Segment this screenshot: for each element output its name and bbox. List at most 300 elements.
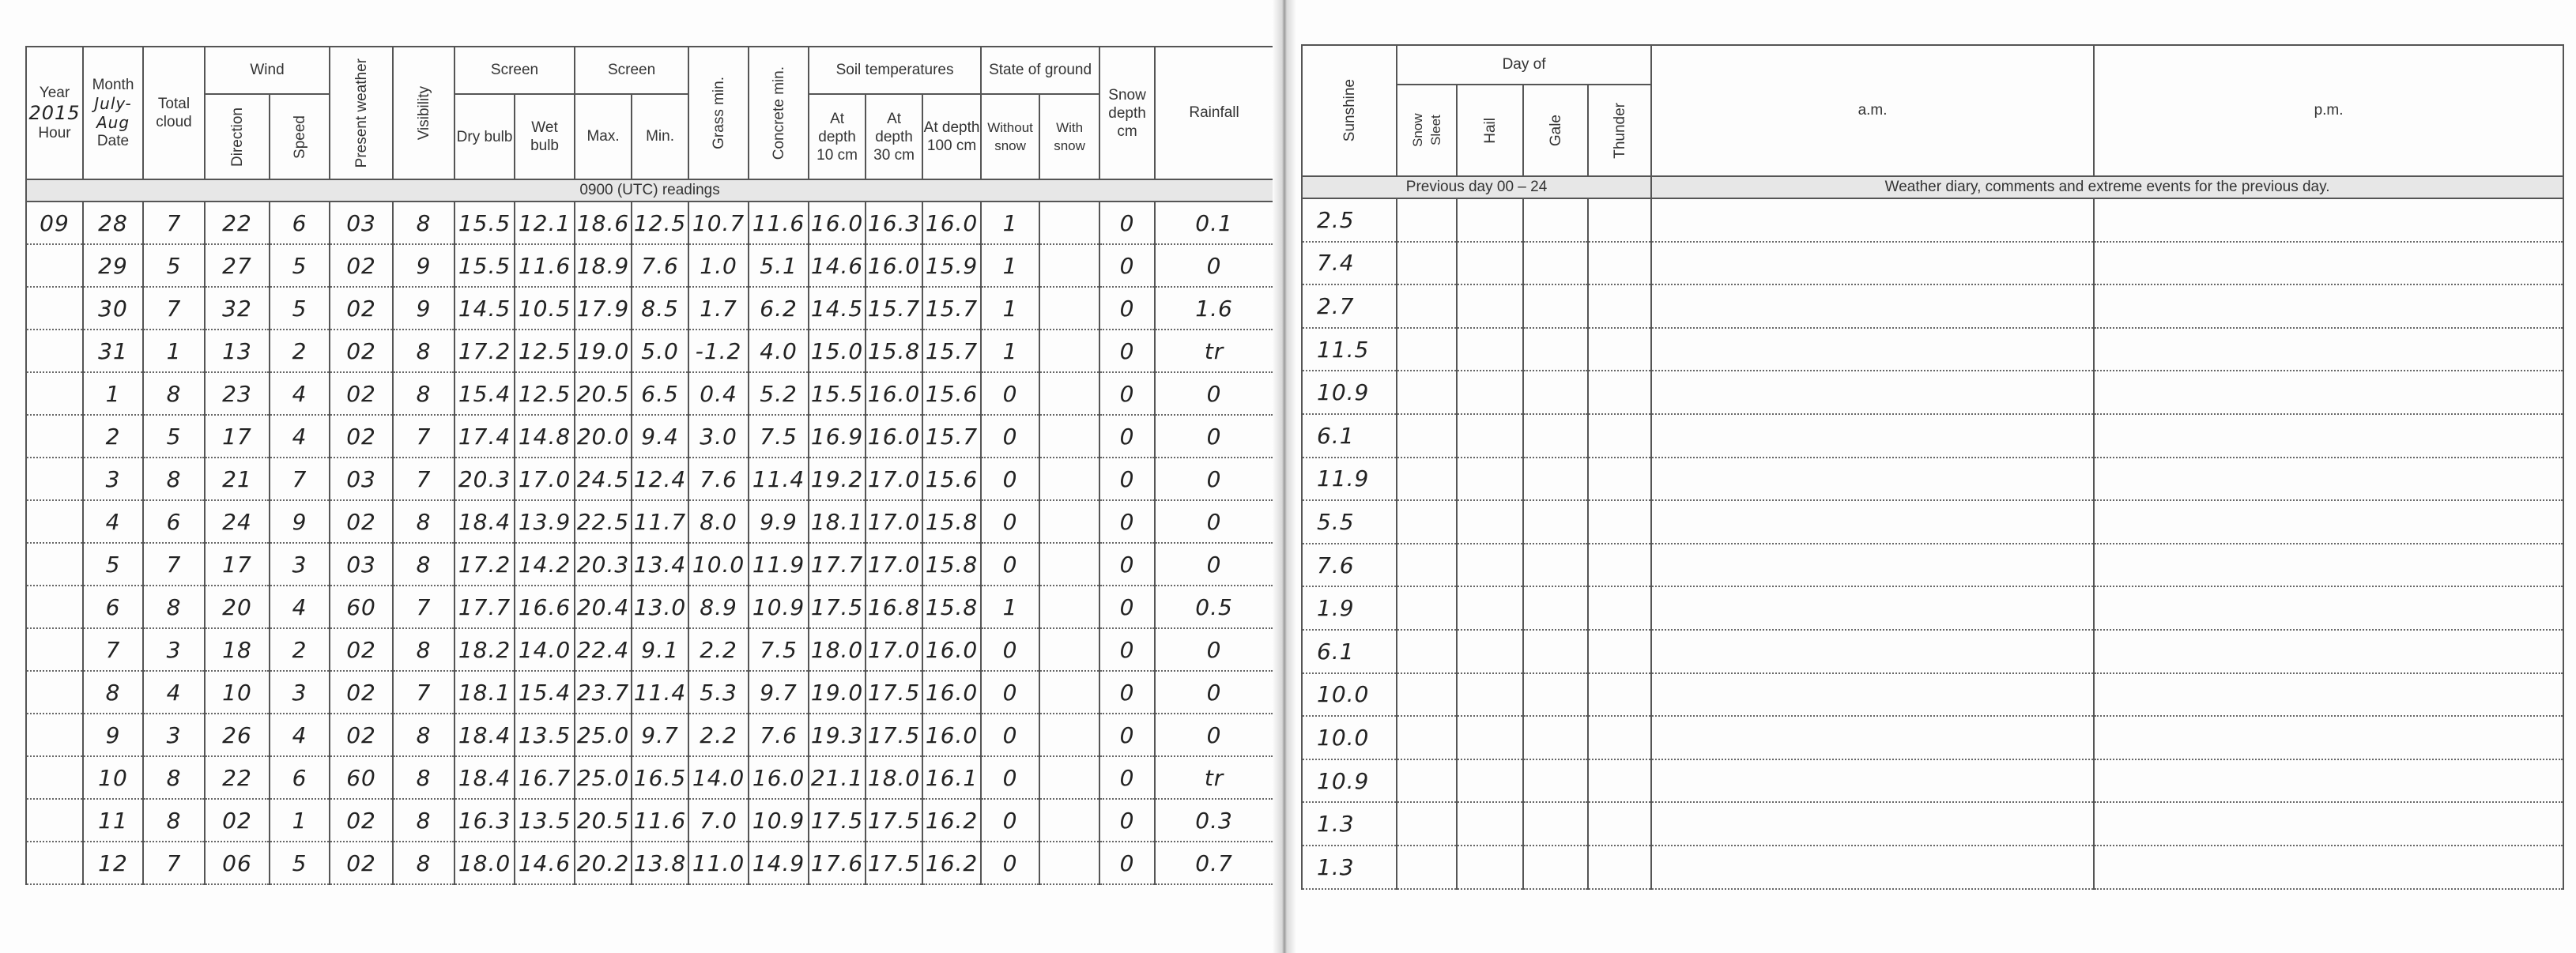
cell-empty [1457, 716, 1523, 759]
diary-body [1302, 198, 2563, 889]
direction-header [205, 94, 270, 179]
cell-min: 12.4 [632, 458, 688, 500]
hail-label: Hail [1481, 117, 1499, 144]
cell-weather: 03 [330, 202, 393, 244]
cell-max: 23.7 [575, 671, 632, 714]
cell-date: 12 [83, 842, 143, 884]
cell-empty [1651, 630, 2094, 673]
cell-empty [1523, 630, 1588, 673]
cell-dry: 17.2 [454, 330, 515, 372]
cell-empty [1651, 846, 2094, 889]
cell-max: 20.3 [575, 543, 632, 586]
cell-empty [2094, 371, 2563, 414]
depth-10cm-header: At depth 10 cm [809, 94, 866, 179]
cell-weather: 02 [330, 330, 393, 372]
cell-empty [1523, 328, 1588, 371]
cell-d30: 16.0 [866, 244, 922, 287]
present-weather-label: Present weather [353, 58, 370, 168]
cell-dry: 17.2 [454, 543, 515, 586]
cell-empty [2094, 586, 2563, 630]
speed-header [270, 94, 330, 179]
cell-snow_depth: 0 [1099, 586, 1155, 628]
cell-hour [26, 500, 83, 543]
cell-empty [1588, 414, 1651, 458]
cell-speed: 3 [270, 543, 330, 586]
cell-empty [1651, 242, 2094, 285]
cell-vis: 8 [393, 842, 454, 884]
cell-grass: 0.4 [688, 372, 749, 415]
cell-snow_depth: 0 [1099, 202, 1155, 244]
cell-weather: 03 [330, 543, 393, 586]
cell-grass: 11.0 [688, 842, 749, 884]
cell-rain: tr [1155, 756, 1273, 799]
cell-d100: 15.9 [922, 244, 981, 287]
concrete-min-header [749, 47, 809, 179]
cell-empty [1588, 544, 1651, 587]
cell-weather: 03 [330, 458, 393, 500]
cell-rain: 1.6 [1155, 287, 1273, 330]
cell-cloud: 8 [143, 458, 205, 500]
cell-cloud: 8 [143, 372, 205, 415]
cell-rain: 0 [1155, 714, 1273, 756]
cell-concrete: 4.0 [749, 330, 809, 372]
cell-min: 7.6 [632, 244, 688, 287]
gale-header [1523, 85, 1588, 176]
cell-ground: 1 [981, 244, 1039, 287]
cell-speed: 5 [270, 244, 330, 287]
cell-empty [2094, 759, 2563, 803]
cell-empty [2094, 414, 2563, 458]
cell-empty [1397, 500, 1457, 544]
cell-d10: 17.7 [809, 543, 866, 586]
cell-concrete: 16.0 [749, 756, 809, 799]
cell-cloud: 7 [143, 202, 205, 244]
cell-weather: 02 [330, 714, 393, 756]
cell-empty [1588, 458, 1651, 501]
table-row [26, 330, 1273, 372]
cell-hour [26, 799, 83, 842]
cell-empty [1397, 242, 1457, 285]
cell-empty [1397, 673, 1457, 717]
cell-wet: 16.6 [515, 586, 575, 628]
cell-cloud: 3 [143, 628, 205, 671]
cell-dry: 16.3 [454, 799, 515, 842]
cell-d30: 17.0 [866, 500, 922, 543]
cell-speed: 4 [270, 415, 330, 458]
table-row [1302, 414, 2563, 458]
cell-empty [2094, 284, 2563, 328]
table-row [1302, 802, 2563, 846]
cell-cloud: 7 [143, 287, 205, 330]
cell-dir: 24 [205, 500, 270, 543]
table-row [26, 202, 1273, 244]
cell-empty [1457, 414, 1523, 458]
cell-wet: 16.7 [515, 756, 575, 799]
cell-date: 4 [83, 500, 143, 543]
cell-with_snow [1039, 500, 1099, 543]
cell-speed: 7 [270, 458, 330, 500]
table-row [1302, 371, 2563, 414]
table-row [26, 756, 1273, 799]
cell-concrete: 5.2 [749, 372, 809, 415]
rainfall-header: Rainfall [1155, 47, 1273, 179]
thunder-header [1588, 85, 1651, 176]
cell-empty [1457, 458, 1523, 501]
cell-rain: 0 [1155, 628, 1273, 671]
cell-empty [2094, 198, 2563, 242]
cell-empty [1651, 586, 2094, 630]
cell-ground: 0 [981, 628, 1039, 671]
cell-cloud: 8 [143, 586, 205, 628]
cell-date: 2 [83, 415, 143, 458]
cell-d30: 17.5 [866, 842, 922, 884]
cell-weather: 60 [330, 756, 393, 799]
cell-sunshine: 7.6 [1302, 544, 1397, 587]
cell-grass: 3.0 [688, 415, 749, 458]
cell-d100: 15.7 [922, 330, 981, 372]
diary-table [1301, 44, 2564, 890]
cell-snow_depth: 0 [1099, 287, 1155, 330]
cell-d100: 15.8 [922, 500, 981, 543]
concrete-min-label: Concrete min. [770, 66, 787, 160]
day-of-header: Day of [1397, 45, 1651, 85]
table-row [26, 415, 1273, 458]
cell-empty [1588, 242, 1651, 285]
table-row [1302, 500, 2563, 544]
cell-speed: 1 [270, 799, 330, 842]
cell-ground: 0 [981, 372, 1039, 415]
cell-d30: 17.5 [866, 799, 922, 842]
cell-dry: 18.0 [454, 842, 515, 884]
cell-ground: 1 [981, 202, 1039, 244]
cell-empty [1523, 242, 1588, 285]
cell-min: 12.5 [632, 202, 688, 244]
hail-header [1457, 85, 1523, 176]
cell-with_snow [1039, 799, 1099, 842]
cell-dir: 17 [205, 543, 270, 586]
cell-concrete: 9.9 [749, 500, 809, 543]
cell-concrete: 7.6 [749, 714, 809, 756]
handwritten-month: July-Aug [94, 94, 132, 132]
cell-concrete: 9.7 [749, 671, 809, 714]
cell-empty [2094, 544, 2563, 587]
cell-d10: 17.6 [809, 842, 866, 884]
cell-with_snow [1039, 202, 1099, 244]
depth-100cm-header: At depth 100 cm [922, 94, 981, 179]
cell-empty [1588, 802, 1651, 846]
table-row [26, 244, 1273, 287]
cell-weather: 02 [330, 415, 393, 458]
table-row [26, 500, 1273, 543]
cell-d30: 16.0 [866, 415, 922, 458]
cell-speed: 4 [270, 714, 330, 756]
cell-dry: 14.5 [454, 287, 515, 330]
cell-sunshine: 1.9 [1302, 586, 1397, 630]
cell-dir: 26 [205, 714, 270, 756]
pm-header: p.m. [2094, 45, 2563, 176]
cell-min: 13.4 [632, 543, 688, 586]
cell-d100: 15.6 [922, 458, 981, 500]
cell-hour [26, 586, 83, 628]
cell-empty [1457, 371, 1523, 414]
cell-empty [1457, 328, 1523, 371]
cell-dir: 06 [205, 842, 270, 884]
cell-d10: 21.1 [809, 756, 866, 799]
cell-with_snow [1039, 372, 1099, 415]
cell-d10: 14.5 [809, 287, 866, 330]
cell-empty [1397, 198, 1457, 242]
cell-hour: 09 [26, 202, 83, 244]
cell-snow_depth: 0 [1099, 799, 1155, 842]
table-row [1302, 198, 2563, 242]
table-row [1302, 544, 2563, 587]
cell-rain: 0.1 [1155, 202, 1273, 244]
cell-empty [1457, 759, 1523, 803]
table-row [1302, 458, 2563, 501]
cell-max: 24.5 [575, 458, 632, 500]
cell-concrete: 10.9 [749, 799, 809, 842]
cell-d30: 17.0 [866, 628, 922, 671]
cell-empty [1651, 328, 2094, 371]
cell-max: 20.2 [575, 842, 632, 884]
cell-dry: 15.5 [454, 244, 515, 287]
total-cloud-header: Total cloud [143, 47, 205, 179]
cell-wet: 17.0 [515, 458, 575, 500]
cell-vis: 7 [393, 415, 454, 458]
cell-ground: 0 [981, 842, 1039, 884]
cell-ground: 0 [981, 415, 1039, 458]
cell-d10: 14.6 [809, 244, 866, 287]
cell-grass: 10.0 [688, 543, 749, 586]
cell-vis: 8 [393, 330, 454, 372]
cell-concrete: 10.9 [749, 586, 809, 628]
max-header: Max. [575, 94, 632, 179]
book-gutter [1273, 0, 1296, 953]
grass-min-header [688, 47, 749, 179]
table-row [1302, 284, 2563, 328]
cell-empty [1651, 414, 2094, 458]
cell-with_snow [1039, 244, 1099, 287]
cell-max: 18.6 [575, 202, 632, 244]
table-row [1302, 759, 2563, 803]
cell-wet: 15.4 [515, 671, 575, 714]
cell-ground: 1 [981, 586, 1039, 628]
cell-date: 30 [83, 287, 143, 330]
cell-dir: 02 [205, 799, 270, 842]
cell-grass: 5.3 [688, 671, 749, 714]
cell-empty [1457, 242, 1523, 285]
cell-snow_depth: 0 [1099, 543, 1155, 586]
cell-empty [1397, 586, 1457, 630]
cell-date: 7 [83, 628, 143, 671]
cell-with_snow [1039, 330, 1099, 372]
cell-empty [1523, 458, 1588, 501]
cell-vis: 7 [393, 671, 454, 714]
cell-concrete: 7.5 [749, 415, 809, 458]
cell-hour [26, 543, 83, 586]
cell-min: 11.6 [632, 799, 688, 842]
cell-empty [1457, 284, 1523, 328]
cell-dry: 18.2 [454, 628, 515, 671]
cell-ground: 0 [981, 543, 1039, 586]
cell-empty [1651, 544, 2094, 587]
speed-label: Speed [291, 115, 308, 159]
cell-dir: 22 [205, 756, 270, 799]
snow-sleet-label: Snow Sleet [1410, 113, 1443, 148]
cell-empty [1588, 716, 1651, 759]
cell-min: 5.0 [632, 330, 688, 372]
cell-concrete: 11.9 [749, 543, 809, 586]
cell-cloud: 8 [143, 756, 205, 799]
cell-empty [1397, 630, 1457, 673]
cell-sunshine: 6.1 [1302, 630, 1397, 673]
cell-empty [2094, 846, 2563, 889]
cell-hour [26, 372, 83, 415]
cell-concrete: 11.6 [749, 202, 809, 244]
cell-date: 9 [83, 714, 143, 756]
cell-snow_depth: 0 [1099, 842, 1155, 884]
cell-empty [1523, 759, 1588, 803]
cell-max: 25.0 [575, 756, 632, 799]
cell-sunshine: 11.9 [1302, 458, 1397, 501]
cell-wet: 13.9 [515, 500, 575, 543]
cell-empty [1397, 414, 1457, 458]
table-row [26, 287, 1273, 330]
cell-sunshine: 5.5 [1302, 500, 1397, 544]
cell-vis: 8 [393, 714, 454, 756]
cell-min: 13.8 [632, 842, 688, 884]
cell-dry: 17.4 [454, 415, 515, 458]
cell-empty [1523, 586, 1588, 630]
cell-weather: 02 [330, 372, 393, 415]
cell-weather: 02 [330, 244, 393, 287]
cell-speed: 2 [270, 330, 330, 372]
cell-empty [1523, 500, 1588, 544]
cell-sunshine: 1.3 [1302, 846, 1397, 889]
cell-snow_depth: 0 [1099, 714, 1155, 756]
gale-label: Gale [1547, 114, 1564, 147]
cell-ground: 1 [981, 330, 1039, 372]
cell-min: 16.5 [632, 756, 688, 799]
cell-d100: 16.0 [922, 202, 981, 244]
cell-snow_depth: 0 [1099, 671, 1155, 714]
cell-empty [1523, 673, 1588, 717]
cell-sunshine: 10.0 [1302, 673, 1397, 717]
cell-snow_depth: 0 [1099, 372, 1155, 415]
table-row [1302, 716, 2563, 759]
cell-date: 3 [83, 458, 143, 500]
cell-max: 20.5 [575, 372, 632, 415]
cell-empty [1588, 284, 1651, 328]
cell-ground: 0 [981, 714, 1039, 756]
cell-max: 17.9 [575, 287, 632, 330]
cell-d100: 16.0 [922, 628, 981, 671]
direction-label: Direction [228, 107, 246, 167]
cell-hour [26, 244, 83, 287]
cell-d30: 15.8 [866, 330, 922, 372]
cell-weather: 60 [330, 586, 393, 628]
cell-with_snow [1039, 714, 1099, 756]
cell-dry: 15.4 [454, 372, 515, 415]
observations-body [26, 202, 1273, 884]
cell-wet: 14.0 [515, 628, 575, 671]
cell-ground: 0 [981, 799, 1039, 842]
cell-speed: 5 [270, 287, 330, 330]
cell-hour [26, 714, 83, 756]
cell-rain: 0 [1155, 415, 1273, 458]
cell-max: 19.0 [575, 330, 632, 372]
cell-min: 11.4 [632, 671, 688, 714]
cell-concrete: 5.1 [749, 244, 809, 287]
depth-30cm-header: At depth 30 cm [866, 94, 922, 179]
cell-d100: 16.2 [922, 842, 981, 884]
cell-date: 10 [83, 756, 143, 799]
cell-ground: 0 [981, 500, 1039, 543]
cell-min: 9.7 [632, 714, 688, 756]
cell-d30: 16.3 [866, 202, 922, 244]
cell-sunshine: 10.9 [1302, 371, 1397, 414]
cell-empty [1523, 544, 1588, 587]
cell-empty [1651, 759, 2094, 803]
cell-speed: 4 [270, 372, 330, 415]
table-row [26, 372, 1273, 415]
sunshine-label: Sunshine [1341, 79, 1358, 142]
cell-d10: 18.0 [809, 628, 866, 671]
min-header: Min. [632, 94, 688, 179]
cell-dry: 20.3 [454, 458, 515, 500]
hour-label: Hour [38, 125, 71, 141]
cell-d100: 15.7 [922, 287, 981, 330]
cell-wet: 13.5 [515, 714, 575, 756]
cell-hour [26, 458, 83, 500]
cell-hour [26, 330, 83, 372]
cell-snow_depth: 0 [1099, 500, 1155, 543]
cell-weather: 02 [330, 671, 393, 714]
cell-hour [26, 671, 83, 714]
cell-rain: 0.5 [1155, 586, 1273, 628]
cell-wet: 12.5 [515, 372, 575, 415]
cell-grass: 2.2 [688, 714, 749, 756]
cell-date: 6 [83, 586, 143, 628]
cell-speed: 4 [270, 586, 330, 628]
cell-grass: 8.9 [688, 586, 749, 628]
cell-with_snow [1039, 458, 1099, 500]
table-row [26, 799, 1273, 842]
cell-empty [2094, 716, 2563, 759]
cell-empty [1588, 328, 1651, 371]
wet-bulb-header: Wet bulb [515, 94, 575, 179]
cell-empty [1397, 328, 1457, 371]
cell-dir: 22 [205, 202, 270, 244]
cell-d30: 17.5 [866, 714, 922, 756]
cell-cloud: 5 [143, 244, 205, 287]
cell-empty [2094, 328, 2563, 371]
cell-vis: 8 [393, 500, 454, 543]
previous-day-band: Previous day 00 – 24 [1302, 176, 1651, 198]
cell-sunshine: 11.5 [1302, 328, 1397, 371]
cell-empty [1397, 284, 1457, 328]
cell-empty [1397, 544, 1457, 587]
year-label: Year [39, 85, 70, 101]
cell-dir: 17 [205, 415, 270, 458]
cell-wet: 14.6 [515, 842, 575, 884]
cell-empty [1457, 544, 1523, 587]
cell-speed: 9 [270, 500, 330, 543]
cell-empty [1651, 500, 2094, 544]
cell-empty [1457, 586, 1523, 630]
cell-d100: 16.0 [922, 714, 981, 756]
cell-empty [1651, 371, 2094, 414]
